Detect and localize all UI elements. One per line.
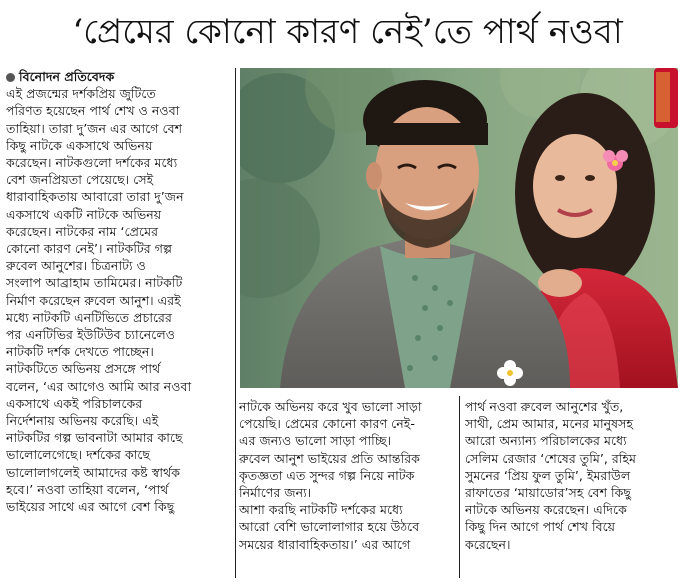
article-text-line: কোনো কারণ নেই’। নাটকটির গল্প — [6, 241, 172, 257]
article-text-line: নাটকে অভিনয় করেছেন। এদিকে — [465, 502, 627, 518]
column-divider-left — [235, 68, 236, 578]
article-text-line: রাফাতের ‘মায়াডোর’সহ বেশ কিছু — [465, 485, 632, 501]
article-text-line: হবে।’ নওবা তাহিয়া বলেন, ‘পার্থ — [6, 481, 169, 497]
article-text-line: ধারাবাহিকতায় আবারো তারা দু’জন — [6, 189, 184, 205]
article-text-line: নাটকে অভিনয় করে খুব ভালো সাড়া — [239, 399, 422, 414]
article-photo — [240, 68, 678, 388]
article-text-line: বলেন, ‘এর আগেও আমি আর নওবা — [6, 378, 192, 394]
article-text-line: নির্মাণ করেছেন রুবেল আনুশ। এরই — [6, 292, 181, 308]
article-text-line: সেলিম রেজার ‘শেষের তুমি’, রহিম — [465, 450, 636, 466]
article-text-line: করেছেন। নাটকগুলো দর্শকের মধ্যে — [6, 155, 178, 171]
article-text-line: তাহিয়া। তারা দু’জন এর আগে বেশ — [6, 120, 183, 136]
article-text-line: সংলাপ আব্রাহাম তামিমের। নাটকটি — [6, 275, 183, 291]
article-text-line: কৃতজ্ঞতা এত সুন্দর গল্প নিয়ে নাটক — [239, 467, 415, 483]
article-text-line: কিছু দিন আগে পার্থ শেখ বিয়ে — [465, 519, 616, 535]
article-text-line: নাটকটির গল্প ভাবনাটা আমার কাছে — [6, 430, 183, 446]
byline: বিনোদন প্রতিবেদক — [6, 68, 230, 85]
article-text-line: ভালোলাগলেই আমাদের কষ্ট স্বার্থক — [6, 464, 181, 480]
article-text-line: ভালোলেগেছে। দর্শকের কাছে — [6, 447, 151, 463]
article-column-1 — [6, 68, 230, 580]
article-text-line: নির্মাণের জন্য। — [239, 485, 312, 501]
article-text-line: পেয়েছি। প্রেমের কোনো কারণ নেই- — [239, 416, 415, 432]
article-text-line: একসাথে একটি নাটকে অভিনয় — [6, 206, 162, 222]
article-text-line: আশা করছি নাটকটি দর্শকের মধ্যে — [239, 502, 403, 518]
article-text-line: সাথী, প্রেম আমার, মনের মানুষসহ — [465, 416, 634, 432]
article-text-line: এর জন্যও ভালো সাড়া পাচ্ছি। — [239, 433, 392, 449]
article-text-line: একসাথে একই পরিচালকের — [6, 395, 143, 411]
article-text-line: রুবেল আনুশের। চিত্রনাট্য ও — [6, 258, 146, 274]
article-text-line: নির্দেশনায় অভিনয় করেছি। এই — [6, 413, 159, 429]
column-divider-middle — [459, 396, 460, 578]
article-text-line: পরিণত হয়েছেন পার্থ শেখ ও নওবা — [6, 103, 180, 119]
article-text-line: নাটকটিতে অভিনয় প্রসঙ্গে পার্থ — [6, 361, 161, 377]
bullet-icon — [6, 73, 15, 82]
article-text-line: পার্থ নওবা রুবেল আনুশের খুঁত, — [465, 399, 624, 414]
column-1-text — [6, 85, 230, 515]
photo-illustration — [240, 68, 678, 388]
article-text-line: সুমনের ‘প্রিয় ফুল তুমি’, ইমরাউল — [465, 467, 631, 483]
column-3-text — [465, 398, 687, 553]
article-text-line: নাটকটি দর্শক দেখতে পাচ্ছেন। — [6, 344, 154, 360]
article-text-line: রুবেল আনুশ ভাইয়ের প্রতি আন্তরিক — [239, 450, 420, 466]
article-text-line: পর এনটিভির ইউটিউব চ্যানেলেও — [6, 327, 175, 343]
article-text-line: আরো অন্যান্য পরিচালকের মধ্যে — [465, 433, 627, 449]
article-column-3 — [465, 398, 687, 580]
article-text-line: করেছেন। — [465, 536, 511, 552]
article-text-line: সময়ের ধারাবাহিকতায়।’ এর আগে — [239, 536, 411, 552]
article-text-line: আরো বেশি ভালোলাগার হয়ে উঠবে — [239, 519, 420, 535]
article-text-line: কিছু নাটকে একসাথে অভিনয় — [6, 137, 153, 153]
article-text-line: বেশ জনপ্রিয়তা পেয়েছে। সেই — [6, 172, 154, 188]
article-text-line: ভাইয়ের সাথে এর আগে বেশ কিছু — [6, 499, 175, 515]
article-text-line: করেছেন। নাটকের নাম ‘প্রেমের — [6, 223, 159, 239]
article-text-line: এই প্রজন্মের দর্শকপ্রিয় জুটিতে — [6, 86, 156, 102]
article-column-2 — [239, 398, 455, 580]
column-2-text — [239, 398, 455, 553]
article-text-line: মধ্যে নাটকটি এনটিভিতে প্রচারের — [6, 309, 172, 325]
headline: ‘প্রেমের কোনো কারণ নেই’তে পার্থ নওবা — [72, 12, 623, 52]
